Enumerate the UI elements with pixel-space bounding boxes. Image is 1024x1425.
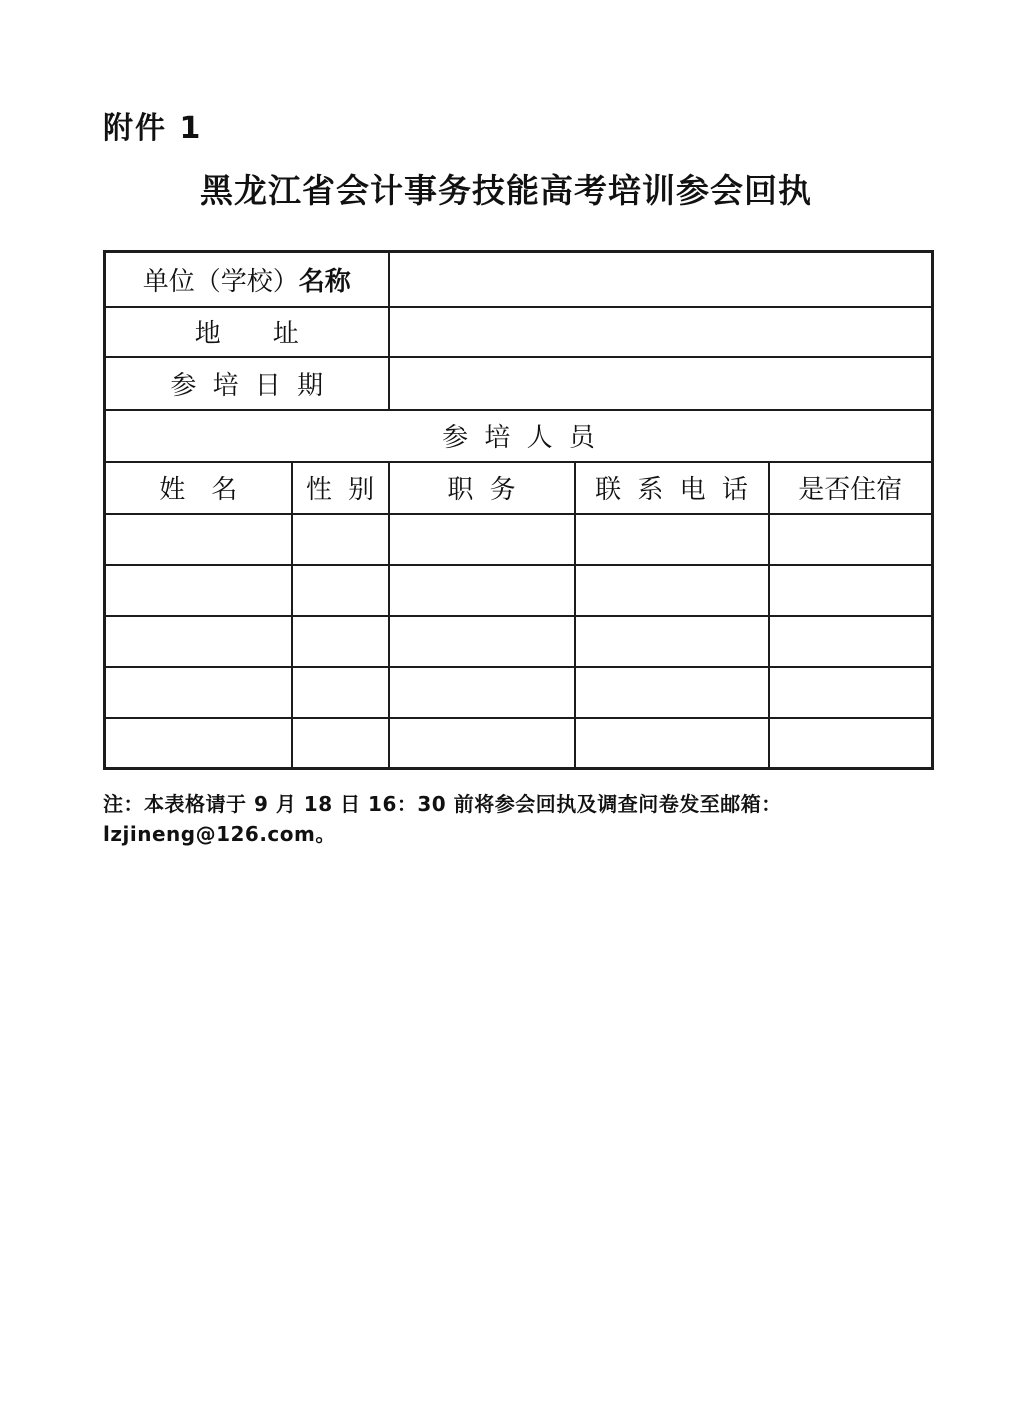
unit-name-label-cell xyxy=(105,252,389,307)
entry-cell-phone xyxy=(575,718,769,769)
entry-cell-accommodation xyxy=(769,514,933,565)
info-row-training-date xyxy=(105,357,933,410)
entry-cell-name xyxy=(105,616,292,667)
entry-row xyxy=(105,718,933,769)
receipt-form-table xyxy=(103,250,934,770)
column-header-gender: 性 别 xyxy=(292,462,389,514)
entry-cell-accommodation xyxy=(769,616,933,667)
training-date-label: 参 培 日 期 xyxy=(170,370,324,401)
section-header-cell: 参 培 人 员 xyxy=(105,410,933,462)
column-header-accommodation: 是否住宿 xyxy=(769,462,933,514)
entry-row xyxy=(105,565,933,616)
address-label: 地 址 xyxy=(194,319,299,349)
entry-cell-name xyxy=(105,565,292,616)
column-header-position: 职 务 xyxy=(389,462,575,514)
entry-cell-position xyxy=(389,616,575,667)
unit-name-label: 单位（学校） xyxy=(142,266,299,297)
column-header-name: 姓 名 xyxy=(105,462,292,514)
section-header-row xyxy=(105,410,933,462)
entry-cell-accommodation xyxy=(769,667,933,718)
entry-cell-phone xyxy=(575,667,769,718)
entry-cell-position xyxy=(389,667,575,718)
column-header-row xyxy=(105,462,933,514)
info-row-address xyxy=(105,307,933,357)
entry-cell-name xyxy=(105,667,292,718)
entry-cell-name xyxy=(105,514,292,565)
entry-cell-accommodation xyxy=(769,718,933,769)
address-label-cell xyxy=(105,307,389,357)
entry-cell-phone xyxy=(575,616,769,667)
training-date-label-cell xyxy=(105,357,389,410)
entry-row xyxy=(105,667,933,718)
entry-cell-gender xyxy=(292,514,389,565)
note-text: 注：本表格请于 9 月 18 日 16：30 前将参会回执及调查问卷发至邮箱：lzjineng@126.com。 xyxy=(103,792,782,846)
entry-cell-position xyxy=(389,565,575,616)
info-row-unit-name xyxy=(105,252,933,307)
entry-cell-gender xyxy=(292,667,389,718)
attachment-label: 附件 1 xyxy=(103,111,203,146)
entry-cell-gender xyxy=(292,565,389,616)
entry-row xyxy=(105,514,933,565)
entry-cell-position xyxy=(389,718,575,769)
address-value-cell xyxy=(389,307,933,357)
entry-cell-position xyxy=(389,514,575,565)
page-title: 黑龙江省会计事务技能高考培训参会回执 xyxy=(200,171,812,210)
unit-name-label-bold: 名称 xyxy=(298,266,351,297)
column-header-phone: 联 系 电 话 xyxy=(575,462,769,514)
entry-row xyxy=(105,616,933,667)
entry-cell-name xyxy=(105,718,292,769)
unit-name-value-cell xyxy=(389,252,933,307)
entry-cell-phone xyxy=(575,514,769,565)
entry-cell-phone xyxy=(575,565,769,616)
entry-cell-gender xyxy=(292,616,389,667)
training-date-value-cell xyxy=(389,357,933,410)
entry-cell-gender xyxy=(292,718,389,769)
entry-cell-accommodation xyxy=(769,565,933,616)
